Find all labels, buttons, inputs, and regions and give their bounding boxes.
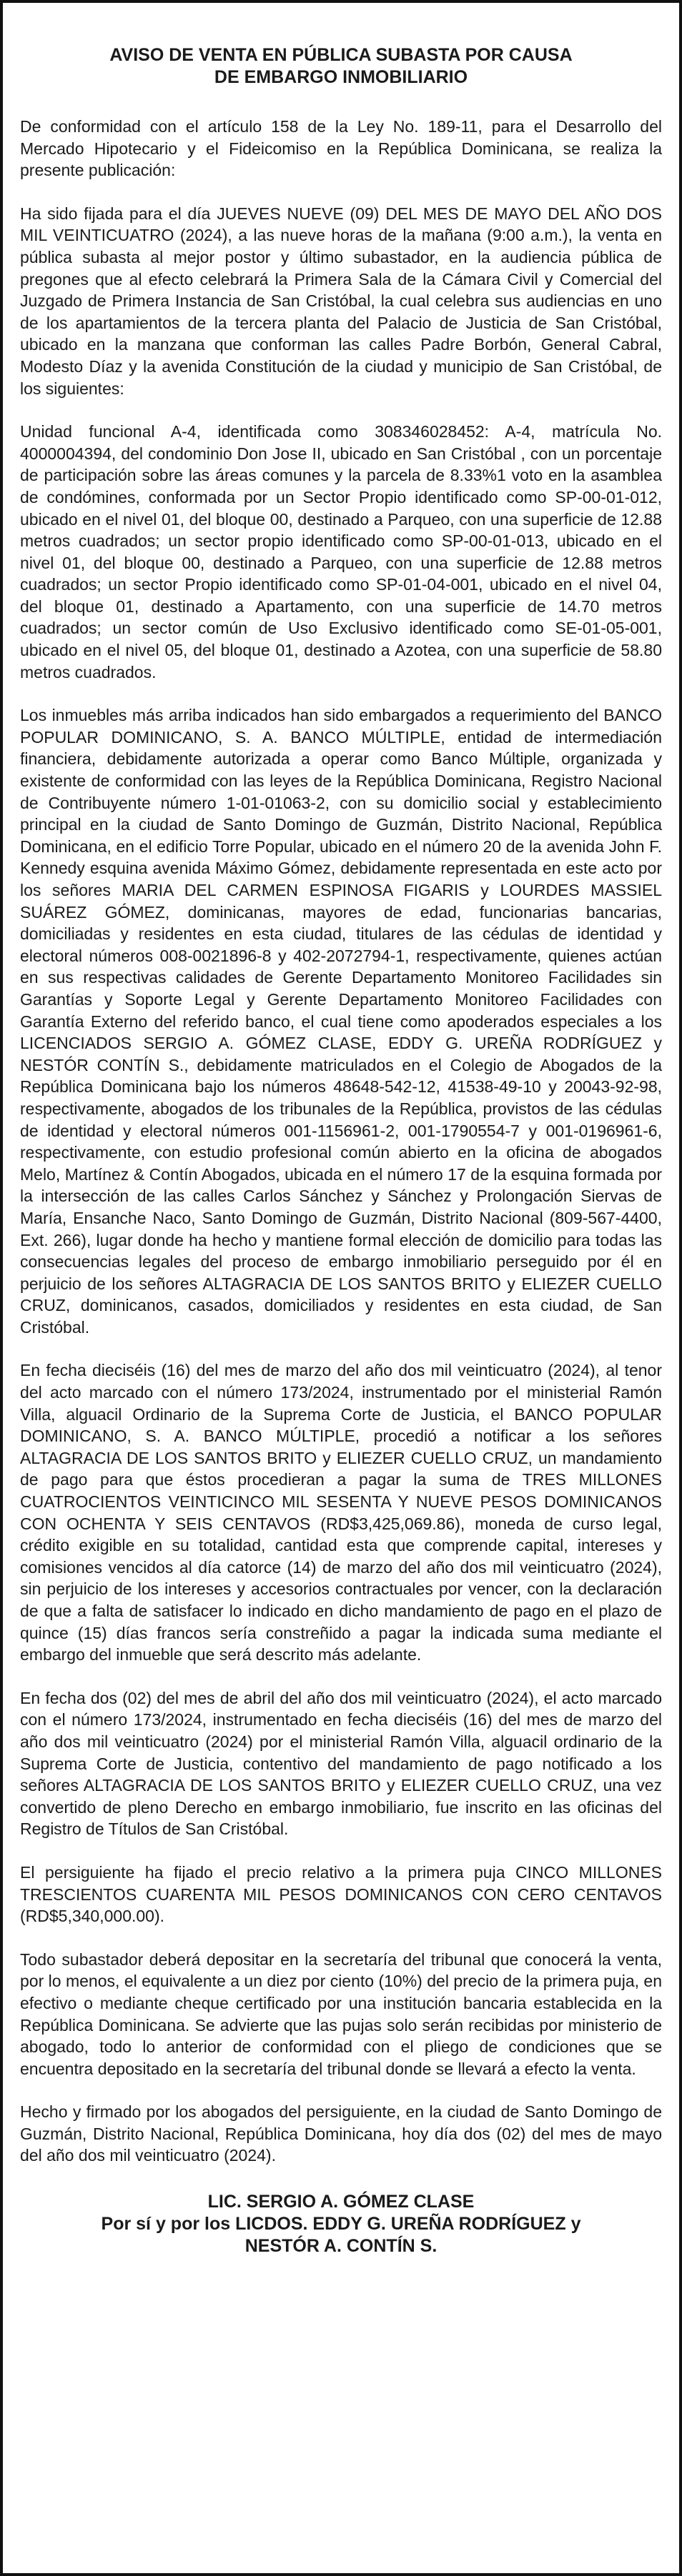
paragraph-starting-price: El persiguiente ha fijado el precio relativo a la primera puja CINCO MILLONES TRESCIENTOS CUARENTA MIL PESOS DOMINICANOS CON CERO CENTAVOS (RD$5,340,000.00). <box>20 1862 662 1926</box>
paragraph-seizing-party: Los inmuebles más arriba indicados han sido embargados a requerimiento del BANCO POPULAR DOMINICANO, S. A. BANCO MÚLTIPLE, entidad de intermediación financiera, debidamente autorizada a operar como Banco Múltiple, organizada y existente de conformidad con las leyes de la República Dominicana, Registro Nacional de Contribuyente número 1-01-01063-2, con su domicilio social y establecimiento principal en la ciudad de Santo Domingo de Guzmán, Distrito Nacional, República Dominicana, en el edificio Torre Popular, ubicado en el número 20 de la avenida John F. Kennedy esquina avenida Máximo Gómez, debidamente representada en este acto por los señores MARIA DEL CARMEN ESPINOSA FIGARIS y LOURDES MASSIEL SUÁREZ GÓMEZ, dominicanas, mayores de edad, funcionarias bancarias, domiciliadas y residentes en esta ciudad, titulares de las cédulas de identidad y electoral números 008-0021896-8 y 402-2072794-1, respectivamente, quienes actúan en sus respectivas calidades de Gerente Departamento Monitoreo Facilidades sin Garantías y Soporte Legal y Gerente Departamento Monitoreo Facilidades con Garantía Externo del referido banco, el cual tiene como apoderados especiales a los LICENCIADOS SERGIO A. GÓMEZ CLASE, EDDY G. UREÑA RODRÍGUEZ y NESTÓR CONTÍN S., debidamente matriculados en el Colegio de Abogados de la República Dominicana bajo los números 48648-542-12, 41538-49-10 y 20043-92-98, respectivamente, abogados de los tribunales de la República, provistos de las cédulas de identidad y electoral números 001-1156961-2, 001-1790554-7 y 001-0196961-6, respectivamente, con estudio profesional común abierto en la oficina de abogados Melo, Martínez & Contín Abogados, ubicada en el número 17 de la esquina formada por la intersección de las calles Carlos Sánchez y Sánchez y Prolongación Siervas de María, Ensanche Naco, Santo Domingo de Guzmán, Distrito Nacional (809-567-4400, Ext. 266), lugar donde ha hecho y mantiene formal elección de domicilio para todas las consecuencias legales del proceso de embargo inmobiliario perseguido por él en perjuicio de los señores ALTAGRACIA DE LOS SANTOS BRITO y ELIEZER CUELLO CRUZ, dominicanos, casados, domiciliados y residentes en esta ciudad, de San Cristóbal. <box>20 706 662 1337</box>
paragraph-legal-basis: De conformidad con el artículo 158 de la Ley No. 189-11, para el Desarrollo del Mercado Hipotecario y el Fideicomiso en la República Dominicana, se realiza la presente publicación: <box>20 117 662 180</box>
notice-title-line-2: DE EMBARGO INMOBILIARIO <box>214 67 468 87</box>
paragraph-auction-date: Ha sido fijada para el día JUEVES NUEVE (09) DEL MES DE MAYO DEL AÑO DOS MIL VEINTICUATRO (2024), a las nueve horas de la mañana (9:00 a.m.), la venta en pública subasta al mejor postor y último subastador, en la audiencia pública de pregones que al efecto celebrará la Primera Sala de la Cámara Civil y Comercial del Juzgado de Primera Instancia de San Cristóbal, la cual celebra sus audiencias en uno de los apartamientos de la tercera planta del Palacio de Justicia de San Cristóbal, ubicado en la manzana que conforman las calles Padre Borbón, General Cabral, Modesto Díaz y la avenida Constitución de la ciudad y municipio de San Cristóbal, de los siguientes: <box>20 204 662 398</box>
signature-line-2: Por sí y por los LICDOS. EDDY G. UREÑA RODRÍGUEZ y <box>101 2214 581 2235</box>
signature-line-3: NESTÓR A. CONTÍN S. <box>244 2236 438 2257</box>
notice-title <box>20 44 662 89</box>
paragraph-payment-order: En fecha dieciséis (16) del mes de marzo del año dos mil veinticuatro (2024), al tenor del acto marcado con el número 173/2024, instrumentado por el ministerial Ramón Villa, alguacil Ordinario de la Suprema Corte de Justicia, el BANCO POPULAR DOMINICANO, S. A. BANCO MÚLTIPLE, procedió a notificar a los señores ALTAGRACIA DE LOS SANTOS BRITO y ELIEZER CUELLO CRUZ, un mandamiento de pago para que éstos procedieran a pagar la suma de TRES MILLONES CUATROCIENTOS VEINTICINCO MIL SESENTA Y NUEVE PESOS DOMINICANOS CON OCHENTA Y SEIS CENTAVOS (RD$3,425,069.86), moneda de curso legal, crédito exigible en su totalidad, cantidad esta que comprende capital, intereses y comisiones vencidos al día catorce (14) de marzo del año dos mil veinticuatro (2024), sin perjuicio de los intereses y accesorios contractuales por vencer, con la declaración de que a falta de satisfacer lo indicado en dicho mandamiento de pago en el plazo de quince (15) días francos sería constreñido a pagar la indicada suma mediante el embargo del inmueble que será descrito más adelante. <box>20 1361 662 1664</box>
paragraph-property-description: Unidad funcional A-4, identificada como 308346028452: A-4, matrícula No. 4000004394, del condominio Don Jose II, ubicado en San Cristóbal , con un porcentaje de participación sobre las áreas comunes y la parcela de 8.33%1 voto en la asamblea de condómines, conformada por un Sector Propio identificado como SP-00-01-012, ubicado en el nivel 01, del bloque 00, destinado a Parqueo, con una superficie de 12.88 metros cuadrados; un sector propio identificado como SP-00-01-013, ubicado en el nivel 01, del bloque 00, destinado a Parqueo, con una superficie de 12.88 metros cuadrados; un sector Propio identificado como SP-01-04-001, ubicado en el nivel 04, del bloque 01, destinado a Apartamento, con una superficie de 14.70 metros cuadrados; un sector común de Uso Exclusivo identificado como SE-01-05-001, ubicado en el nivel 05, del bloque 01, destinado a Azotea, con una superficie de 58.80 metros cuadrados. <box>20 422 662 682</box>
signature-block <box>20 2191 662 2257</box>
paragraph-signed: Hecho y firmado por los abogados del persiguiente, en la ciudad de Santo Domingo de Guzmán, Distrito Nacional, República Dominicana, hoy día dos (02) del mes de mayo del año dos mil veinticuatro (2024). <box>20 2102 662 2165</box>
signature-line-1: LIC. SERGIO A. GÓMEZ CLASE <box>207 2192 475 2212</box>
paragraph-bidder-deposit: Todo subastador deberá depositar en la secretaría del tribunal que conocerá la venta, por lo menos, el equivalente a un diez por ciento (10%) del precio de la primera puja, en efectivo o mediante cheque certificado por una institución bancaria establecida en la República Dominicana. Se advierte que las pujas solo serán recibidas por ministerio de abogado, todo lo anterior de conformidad con el pliego de condiciones que se encuentra depositado en la secretaría del tribunal donde se llevará a efecto la venta. <box>20 1950 662 2078</box>
paragraph-registration: En fecha dos (02) del mes de abril del año dos mil veinticuatro (2024), el acto marcado con el número 173/2024, instrumentado en fecha dieciséis (16) del mes de marzo del año dos mil veinticuatro (2024) por el ministerial Ramón Villa, alguacil ordinario de la Suprema Corte de Justicia, contentivo del mandamiento de pago notificado a los señores ALTAGRACIA DE LOS SANTOS BRITO y ELIEZER CUELLO CRUZ, una vez convertido de pleno Derecho en embargo inmobiliario, fue inscrito en las oficinas del Registro de Títulos de San Cristóbal. <box>20 1688 662 1839</box>
notice-title-line-1: AVISO DE VENTA EN PÚBLICA SUBASTA POR CAUSA <box>109 45 573 65</box>
